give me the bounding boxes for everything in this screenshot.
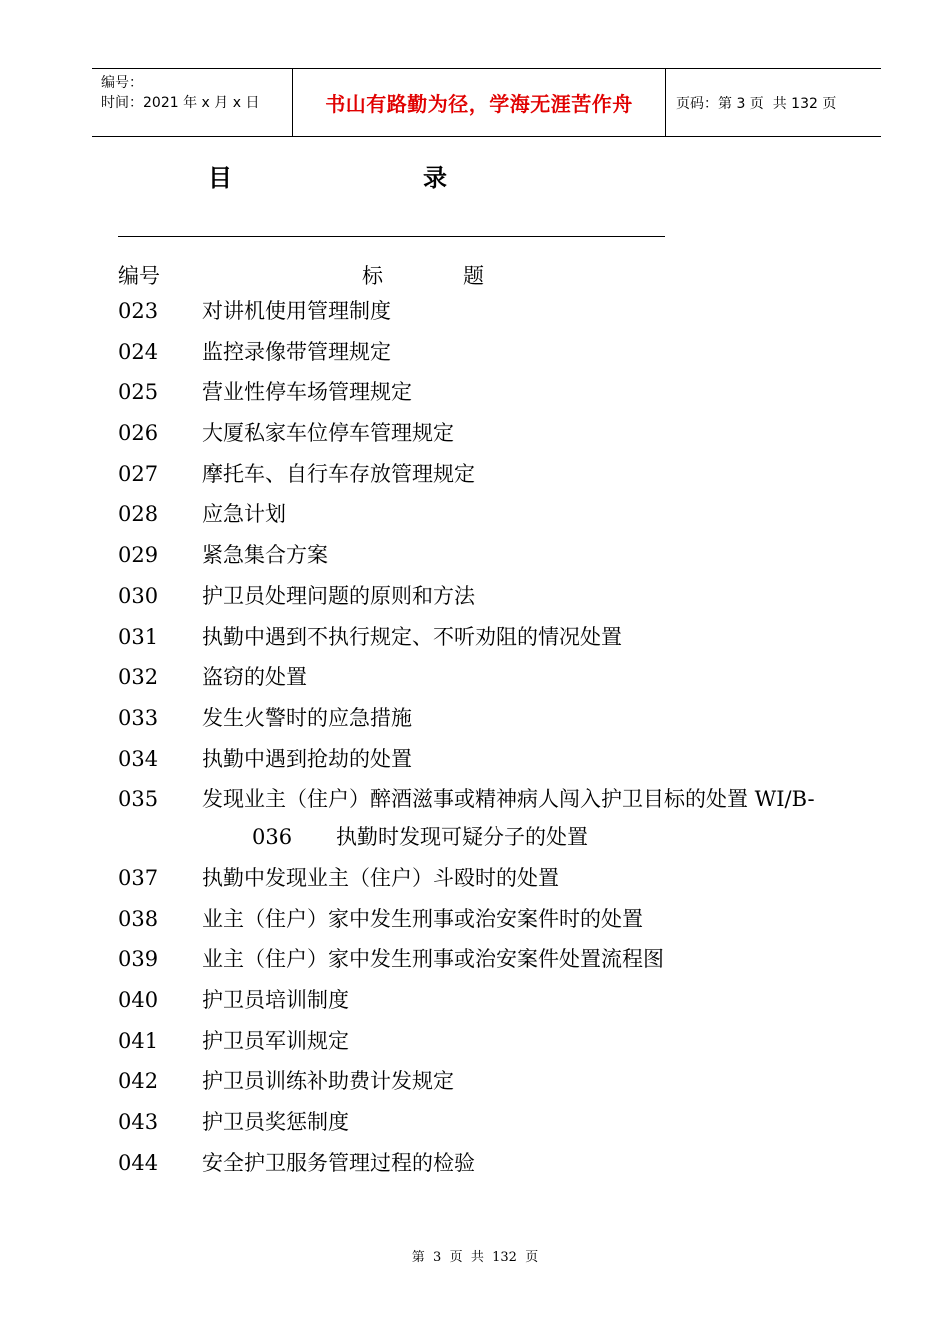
toc-row (118, 744, 878, 785)
toc-row (118, 337, 878, 378)
header-meta-cell (92, 69, 293, 136)
header-motto: 书山有路勤为径，学海无涯苦作舟 (325, 92, 633, 116)
toc-number: 034 (118, 746, 159, 771)
toc-row (118, 459, 878, 500)
column-header-number: 编号 (118, 264, 160, 288)
toc-number: 038 (118, 906, 159, 931)
toc-number: 029 (118, 543, 159, 568)
toc-row (118, 703, 878, 744)
toc-title: 监控录像带管理规定 (202, 339, 391, 364)
toc-title: 发生火警时的应急措施 (202, 705, 412, 730)
toc-number: 037 (118, 865, 159, 890)
toc-title-right: 录 (423, 164, 447, 192)
toc-title: 执勤时发现可疑分子的处置 (336, 825, 588, 850)
toc-number: 039 (118, 947, 159, 972)
toc-row (118, 1148, 878, 1189)
toc-row (118, 499, 878, 540)
toc-number: 043 (118, 1110, 159, 1135)
toc-title: 发现业主（住户）醉酒滋事或精神病人闯入护卫目标的处置 WI/B- (202, 787, 815, 812)
toc-row (118, 377, 878, 418)
toc-title: 护卫员处理问题的原则和方法 (202, 583, 475, 608)
toc-number: 032 (118, 665, 159, 690)
toc-number: 036 (252, 825, 293, 850)
toc-title-left: 目 (208, 164, 232, 192)
toc-title: 紧急集合方案 (202, 543, 328, 568)
toc-row (118, 540, 878, 581)
toc-title: 应急计划 (202, 502, 286, 527)
column-header-title-1: 标 (362, 264, 383, 288)
toc-title: 安全护卫服务管理过程的检验 (202, 1150, 475, 1175)
toc-row (118, 662, 878, 703)
toc-row (118, 944, 878, 985)
toc-title: 业主（住户）家中发生刑事或治安案件时的处置 (202, 906, 643, 931)
toc-row (118, 296, 878, 337)
toc-number: 040 (118, 988, 159, 1012)
toc-title: 执勤中遇到抢劫的处置 (202, 746, 412, 771)
toc-row (118, 1026, 878, 1067)
document-header (92, 68, 881, 137)
toc-number: 030 (118, 583, 159, 608)
toc-number: 033 (118, 705, 159, 730)
header-page-info: 页码：第 3 页 共 132 页 (676, 95, 837, 112)
toc-row (118, 581, 878, 622)
toc-number: 024 (118, 339, 159, 364)
toc-number: 035 (118, 787, 159, 812)
toc-row-continued (118, 822, 878, 863)
toc-row (118, 1107, 878, 1148)
toc-title: 执勤中发现业主（住户）斗殴时的处置 (202, 865, 559, 890)
toc-title: 护卫员军训规定 (202, 1028, 349, 1053)
toc-title: 护卫员培训制度 (202, 988, 349, 1012)
toc-title: 摩托车、自行车存放管理规定 (202, 461, 475, 486)
toc-row (118, 784, 878, 822)
toc-row (118, 622, 878, 663)
toc-title: 护卫员训练补助费计发规定 (202, 1069, 454, 1094)
toc-row (118, 985, 878, 1026)
header-page-cell (666, 69, 881, 136)
toc-title: 营业性停车场管理规定 (202, 380, 412, 405)
toc-number: 028 (118, 502, 159, 527)
toc-number: 031 (118, 624, 159, 649)
toc-title: 执勤中遇到不执行规定、不听劝阻的情况处置 (202, 624, 622, 649)
toc-list (118, 296, 878, 1188)
toc-title: 护卫员奖惩制度 (202, 1110, 349, 1135)
toc-number: 027 (118, 461, 159, 486)
page-footer (0, 1246, 950, 1265)
toc-row (118, 1066, 878, 1107)
toc-title: 对讲机使用管理制度 (202, 299, 391, 323)
toc-number: 023 (118, 299, 159, 323)
toc-number: 025 (118, 380, 159, 405)
toc-title: 业主（住户）家中发生刑事或治安案件处置流程图 (202, 947, 664, 972)
toc-row (118, 863, 878, 904)
toc-number: 042 (118, 1069, 159, 1094)
header-motto-cell (293, 69, 666, 136)
footer-page-number: 第 3 页 共 132 页 (411, 1250, 539, 1265)
document-number-label: 编号： (101, 75, 143, 91)
toc-row (118, 418, 878, 459)
title-divider (118, 236, 665, 237)
document-time-label: 时间：2021 年 x 月 x 日 (101, 95, 260, 111)
toc-number: 041 (118, 1028, 159, 1053)
column-header-title-2: 题 (463, 264, 484, 288)
toc-row (118, 904, 878, 945)
toc-number: 026 (118, 421, 159, 446)
toc-title: 盗窃的处置 (202, 665, 307, 690)
toc-number: 044 (118, 1150, 159, 1175)
toc-title: 大厦私家车位停车管理规定 (202, 421, 454, 446)
